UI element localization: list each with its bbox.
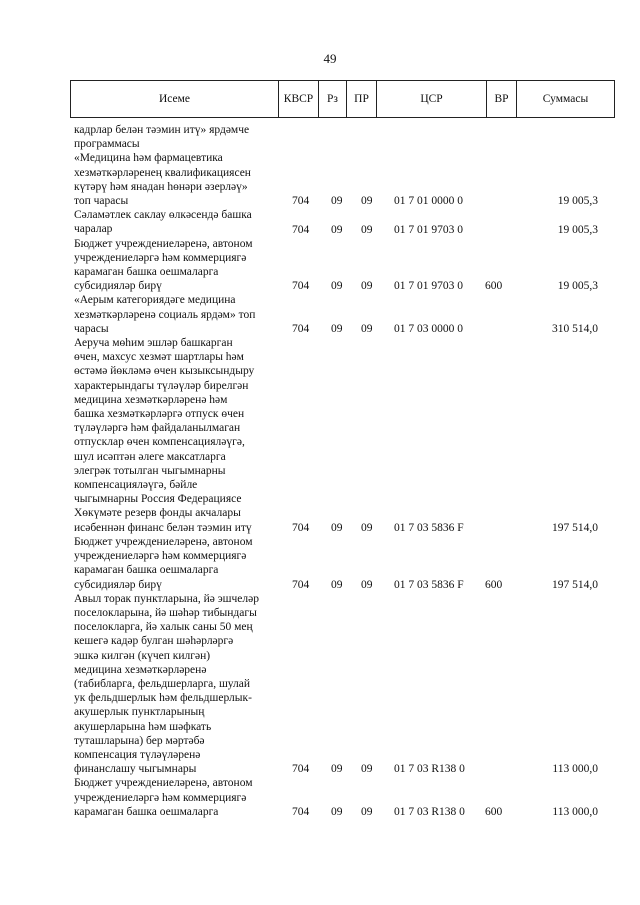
row-name-line: түләүләргә һәм файдаланылмаган (74, 422, 241, 435)
row-pr: 09 (361, 578, 373, 591)
row-pr: 09 (361, 223, 373, 236)
row-sum: 197 514,0 (552, 578, 598, 591)
row-vr: 600 (485, 805, 503, 818)
row-vr: 600 (485, 280, 503, 293)
row-name-line: хезмәткәрләренә социаль ярдәм» топ (74, 308, 256, 321)
row-name-line: учреждениеләргә һәм коммерциягә (74, 550, 247, 563)
row-rz: 09 (331, 223, 343, 236)
table-row (0, 237, 640, 294)
header-kvsr: КВСР (279, 81, 319, 117)
row-values (0, 578, 640, 592)
row-kvsr: 704 (292, 323, 310, 336)
row-rz: 09 (331, 323, 343, 336)
header-vr: ВР (487, 81, 517, 117)
row-sum: 310 514,0 (552, 323, 598, 336)
row-name-line: Сәламәтлек саклау өлкәсендә башка (74, 209, 252, 222)
row-kvsr: 704 (292, 223, 310, 236)
table-row (0, 123, 640, 151)
row-name-line: компенсацияләүгә, бәйле (74, 479, 198, 492)
table-row (0, 151, 640, 208)
row-kvsr: 704 (292, 521, 310, 534)
row-name-line: элегрәк тотылган чыгымнарны (74, 464, 226, 477)
row-kvsr: 704 (292, 280, 310, 293)
row-name-line: башка хезмәткәрләргә отпуск өчен (74, 408, 245, 421)
row-name-line: туташларына) бер мәртәбә (74, 734, 205, 747)
table-row (0, 535, 640, 592)
table-row (0, 592, 640, 777)
row-name-line: Хөкүмәте резерв фонды акчалары (74, 507, 241, 520)
row-name-line: «Медицина һәм фармацевтика (74, 152, 223, 165)
row-rz: 09 (331, 805, 343, 818)
row-sum: 113 000,0 (552, 805, 598, 818)
row-rz: 09 (331, 280, 343, 293)
row-values (0, 805, 640, 819)
table-row (0, 293, 640, 336)
row-values (0, 762, 640, 776)
row-kvsr: 704 (292, 763, 310, 776)
row-values (0, 194, 640, 208)
row-name-line: поселокларына, йә шәһәр тибындагы (74, 606, 257, 619)
row-pr: 09 (361, 323, 373, 336)
row-name-line: карамаган башка оешмаларга (74, 266, 219, 279)
row-name-line: учреждениеләргә һәм коммерциягә (74, 251, 247, 264)
row-csr: 01 7 03 5836 F (394, 521, 464, 534)
row-pr: 09 (361, 280, 373, 293)
row-rz: 09 (331, 763, 343, 776)
row-name-line: хезмәткәрләренең квалификациясен (74, 166, 251, 179)
row-rz: 09 (331, 521, 343, 534)
header-csr: ЦСР (377, 81, 487, 117)
row-name-line: акушерларына һәм шәфкать (74, 720, 212, 733)
row-name (74, 592, 278, 777)
row-name-line: карамаган башка оешмаларга (74, 564, 219, 577)
row-name-line: ук фельдшерлык һәм фельдшерлык- (74, 692, 252, 705)
row-sum: 19 005,3 (557, 280, 598, 293)
row-name-line: субсидияләр бирү (74, 280, 162, 293)
row-name-line: күтәрү һәм янадан һөнәри әзерләү» (74, 180, 248, 193)
row-name-line: медицина хезмәткәрләренә (74, 663, 207, 676)
row-sum: 197 514,0 (552, 521, 598, 534)
table-body (0, 123, 640, 819)
row-name-line: Бюджет учреждениеләренә, автоном (74, 777, 253, 790)
row-name-line: өстәмә йөкләмә өчен кызыксындыру (74, 365, 255, 378)
row-name-line: карамаган башка оешмаларга (74, 805, 219, 818)
row-sum: 19 005,3 (557, 195, 598, 208)
row-name-line: чарасы (74, 322, 109, 335)
row-sum: 113 000,0 (552, 763, 598, 776)
row-values (0, 137, 640, 151)
row-name-line: эшкә килгән (күчеп килгән) (74, 649, 211, 662)
row-name-line: финанслашу чыгымнары (74, 763, 197, 776)
row-name-line: акушерлык пунктларының (74, 706, 205, 719)
row-name-line: отпусклар өчен компенсацияләүгә, (74, 436, 245, 449)
row-rz: 09 (331, 578, 343, 591)
table-row (0, 776, 640, 819)
row-name-line: исәбеннән финанс белән тәэмин итү (74, 521, 252, 534)
row-pr: 09 (361, 195, 373, 208)
row-values (0, 521, 640, 535)
row-pr: 09 (361, 763, 373, 776)
row-csr: 01 7 01 9703 0 (394, 280, 463, 293)
page-number: 49 (323, 51, 337, 66)
row-name-line: компенсация түләүләренә (74, 748, 201, 761)
row-kvsr: 704 (292, 195, 310, 208)
header-pr: ПР (347, 81, 377, 117)
row-name-line: программасы (74, 138, 140, 151)
table-row (0, 336, 640, 535)
row-name (74, 336, 278, 535)
row-csr: 01 7 01 0000 0 (394, 195, 463, 208)
row-kvsr: 704 (292, 578, 310, 591)
row-name-line: «Аерым категориядәге медицина (74, 294, 236, 307)
header-name: Исеме (71, 81, 279, 117)
row-name-line: Бюджет учреждениеләренә, автоном (74, 237, 253, 250)
row-csr: 01 7 03 5836 F (394, 578, 464, 591)
row-vr: 600 (485, 578, 503, 591)
row-name-line: өчен, махсус хезмәт шартлары һәм (74, 351, 244, 364)
row-name-line: чаралар (74, 223, 113, 236)
row-csr: 01 7 03 R138 0 (394, 805, 465, 818)
row-name-line: Аеруча мөһим эшләр башкарган (74, 337, 233, 350)
row-pr: 09 (361, 521, 373, 534)
row-csr: 01 7 01 9703 0 (394, 223, 463, 236)
row-pr: 09 (361, 805, 373, 818)
row-name-line: чыгымнарны Россия Федерациясе (74, 493, 242, 506)
row-rz: 09 (331, 195, 343, 208)
row-name-line: медицина хезмәткәрләренә һәм (74, 393, 228, 406)
row-name-line: Бюджет учреждениеләренә, автоном (74, 535, 253, 548)
row-name-line: учреждениеләргә һәм коммерциягә (74, 791, 247, 804)
row-values (0, 279, 640, 293)
table-row (0, 208, 640, 236)
row-name-line: шул исәптән әлеге максатларга (74, 450, 226, 463)
header-rz: Рз (319, 81, 347, 117)
row-values (0, 322, 640, 336)
header-sum: Суммасы (542, 93, 589, 105)
row-name-line: кадрлар белән тәэмин итү» ярдәмче (74, 124, 250, 136)
row-name-line: кешегә кадәр булган шәһәрләргә (74, 635, 234, 648)
row-kvsr: 704 (292, 805, 310, 818)
row-name-line: характерындагы түләүләр бирелгән (74, 379, 249, 392)
row-sum: 19 005,3 (557, 223, 598, 236)
row-name-line: поселокларга, йә халык саны 50 мең (74, 621, 253, 634)
row-csr: 01 7 03 0000 0 (394, 323, 463, 336)
table-header (70, 80, 615, 118)
row-name-line: топ чарасы (74, 195, 129, 208)
row-csr: 01 7 03 R138 0 (394, 763, 465, 776)
row-name-line: Авыл торак пунктларына, йә эшчеләр (74, 592, 259, 605)
row-name-line: (табибларга, фельдшерларга, шулай (74, 677, 251, 690)
row-name-line: субсидияләр бирү (74, 578, 162, 591)
row-values (0, 223, 640, 237)
